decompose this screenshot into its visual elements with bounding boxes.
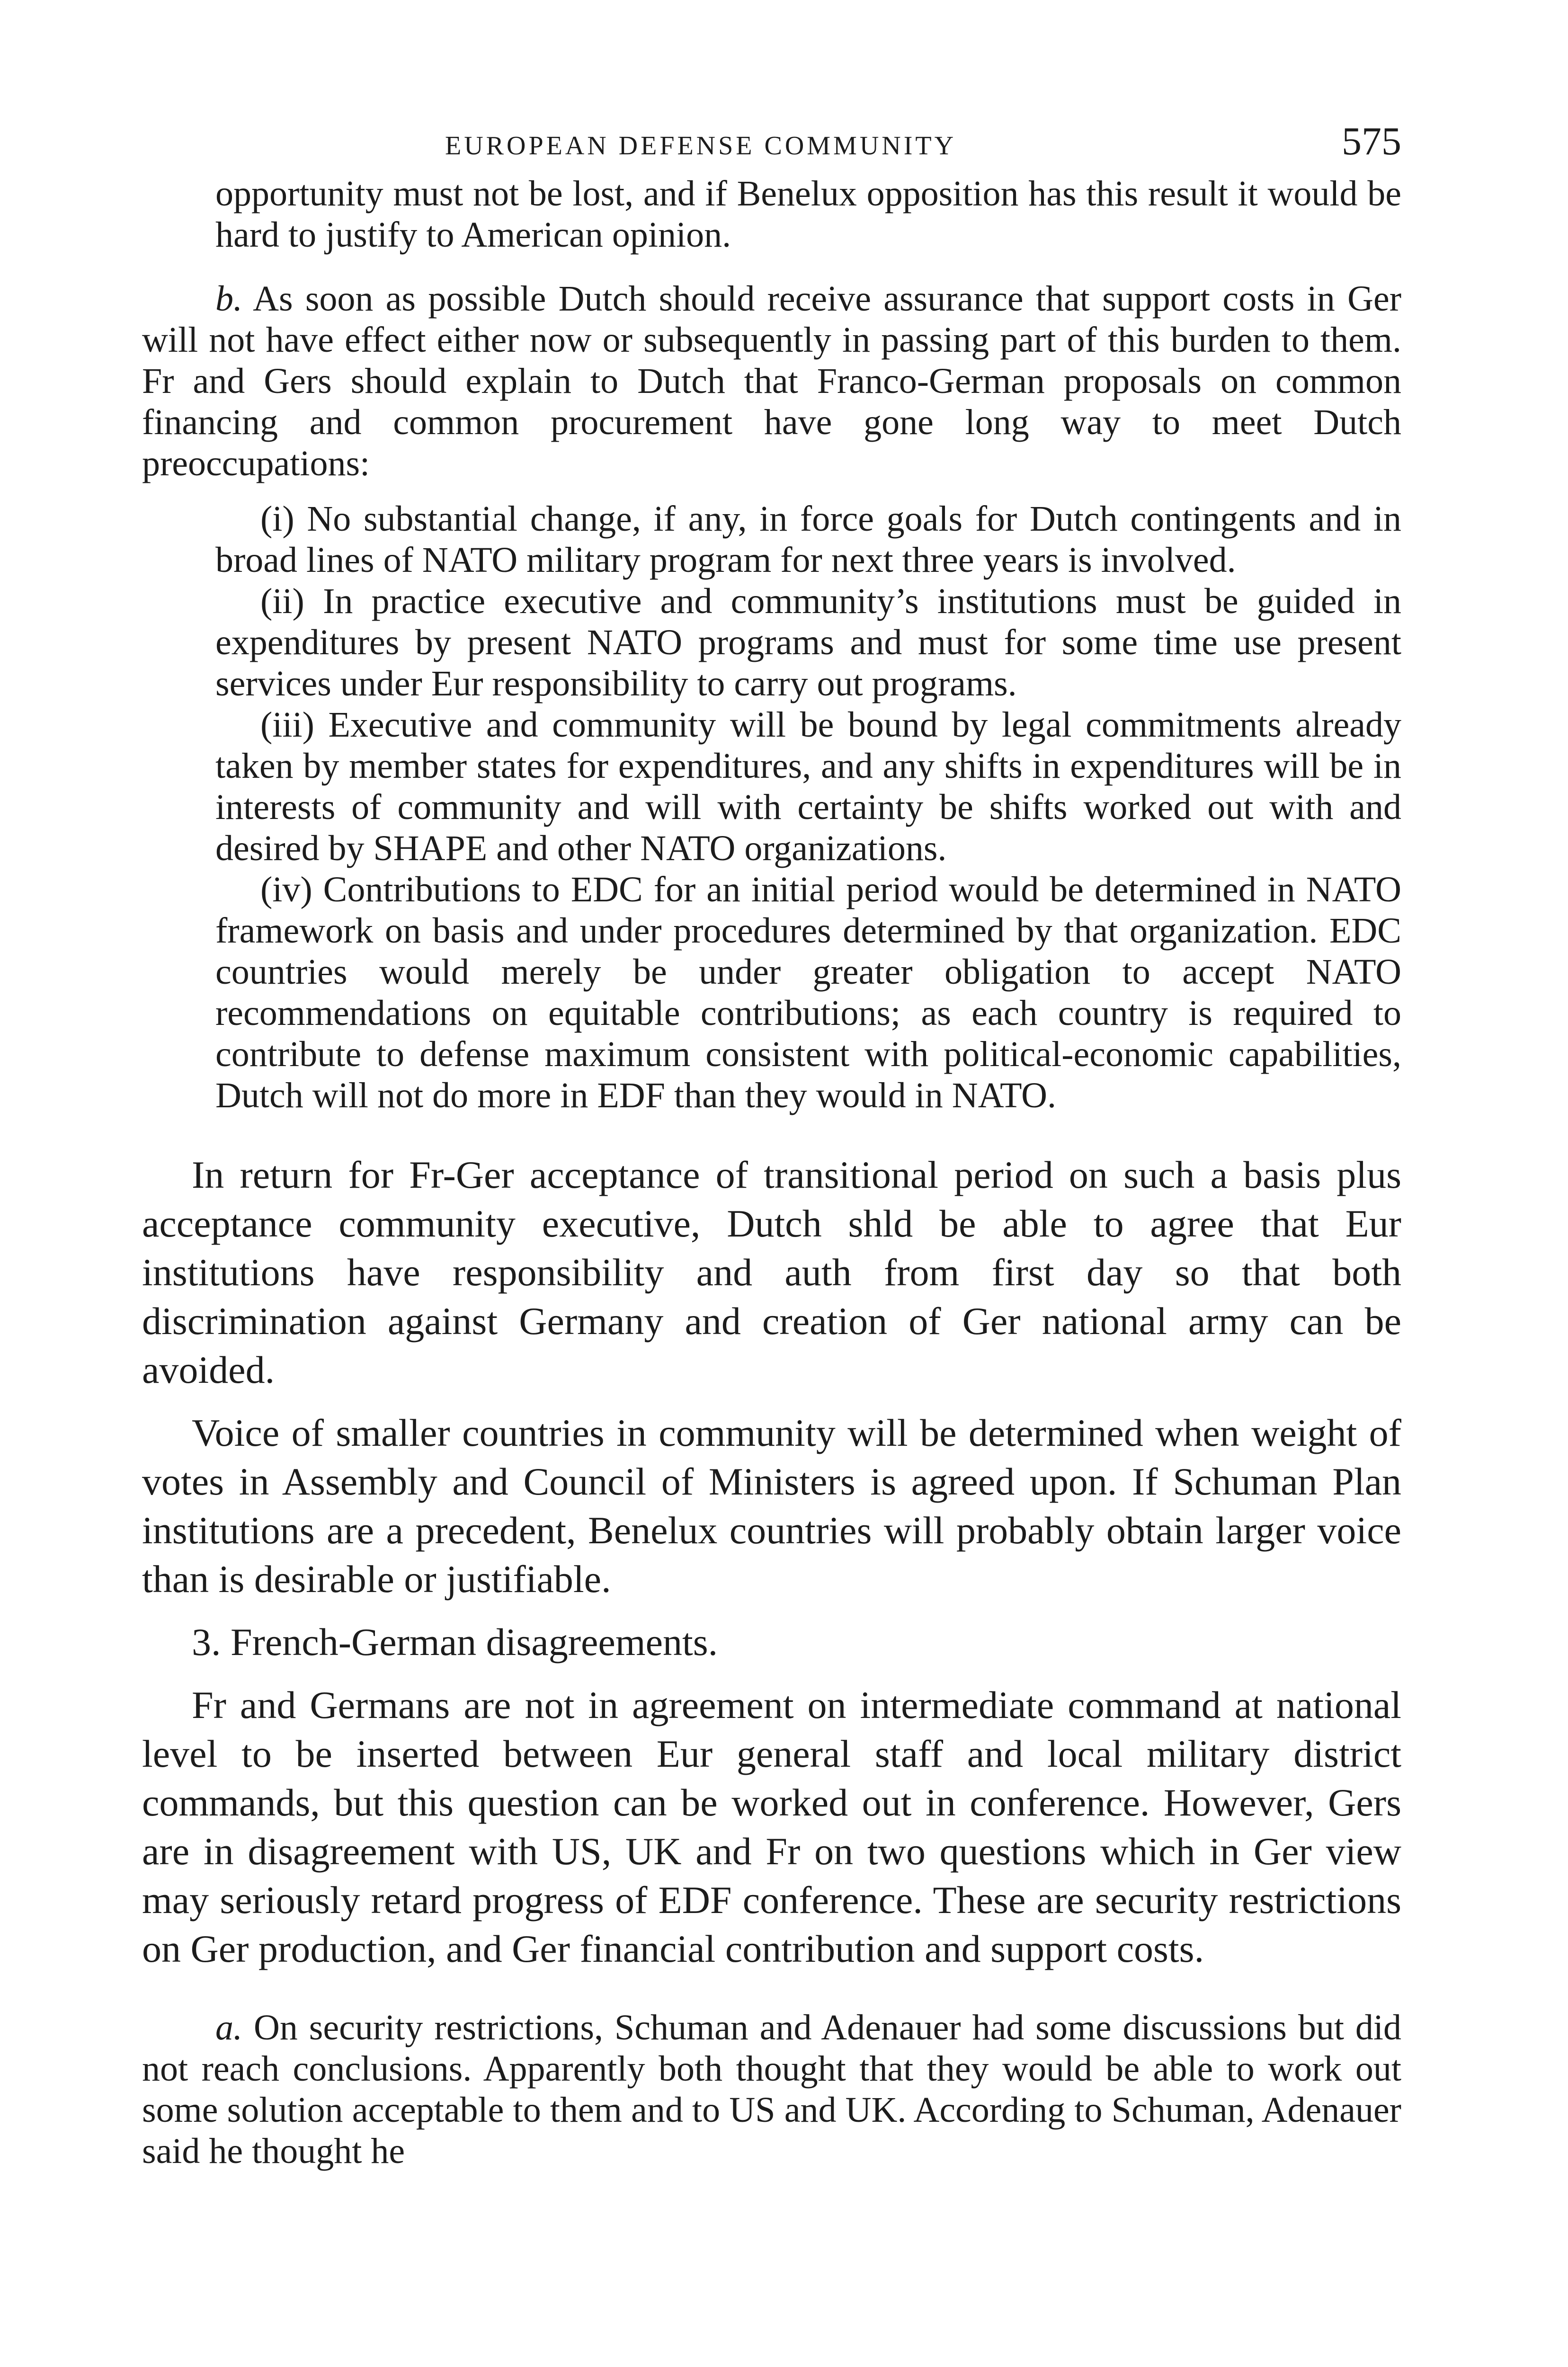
paragraph-voice: Voice of smaller countries in community will be determined when weight of votes in Assembly and Council of Ministers is agreed upon. If Schuman Plan institutions are a precedent, Benelux countries will probably obtain larger voice than is desirable or justifiable. [142, 1411, 1401, 1601]
continuation-paragraph: opportunity must not be lost, and if Benelux opposition has this result it would be hard to justify to American opinion. [215, 174, 1401, 255]
sub-item-ii: (ii) In practice executive and community’s institutions must be guided in expenditures by present NATO programs and must for some time use present services under Eur responsibility to carry out programs. [215, 581, 1401, 703]
sub-item-iii: (iii) Executive and community will be bound by legal commitments already taken by member states for expenditures, and any shifts in expenditures will be in interests of community and will with certainty be shifts worked out with and desired by SHAPE and other NATO organizations. [215, 705, 1401, 868]
paragraph-a [142, 2007, 1401, 2172]
page-header [142, 118, 1401, 170]
paragraph-a-text: On security restrictions, Schuman and Adenauer had some discussions but did not reach conclusions. Apparently both thought that they would be able to work out some solution acceptable to them and to US and UK. According to Schuman, Adenauer said he thought he [142, 2008, 1402, 2171]
paragraph-french-german: Fr and Germans are not in agreement on intermediate command at national level to be inserted between Eur general staff and local military district commands, but this question can be worked out in conference. However, Gers are in disagreement with US, UK and Fr on two questions which in Ger view may seriously retard progress of EDF conference. These are security restrictions on Ger production, and Ger financial contribution and support costs. [142, 1683, 1401, 1970]
paragraph-return: In return for Fr-Ger acceptance of transitional period on such a basis plus acceptance community executive, Dutch shld be able to agree that Eur institutions have responsibility and auth from first day so that both discrimination against Germany and creation of Ger national army can be avoided. [142, 1153, 1401, 1391]
page-number: 575 [1342, 119, 1401, 163]
paragraph-b-text: As soon as possible Dutch should receive assurance that support costs in Ger will not have effect either now or subsequently in passing part of this burden to them. Fr and Gers should explain to Dutch that Franco-German proposals on common financing and common procurement have gone long way to meet Dutch preoccupations: [142, 279, 1402, 483]
document-page [142, 118, 1401, 2172]
sub-item-i: (i) No substantial change, if any, in force goals for Dutch contingents and in broad lines of NATO military program for next three years is involved. [215, 499, 1401, 580]
paragraph-b-label: b. [215, 279, 242, 319]
paragraph-b [142, 278, 1401, 484]
sub-item-iv: (iv) Contributions to EDC for an initial period would be determined in NATO framework on basis and under procedures determined by that organization. EDC countries would merely be under greater obligation to accept NATO recommendations on equitable contributions; as each country is required to contribute to defense maximum consistent with political-economic capabilities, Dutch will not do more in EDF than they would in NATO. [215, 870, 1401, 1115]
paragraph-a-label: a. [215, 2008, 242, 2047]
section-heading-3: 3. French-German disagreements. [192, 1620, 718, 1664]
running-head: EUROPEAN DEFENSE COMMUNITY [445, 131, 957, 160]
